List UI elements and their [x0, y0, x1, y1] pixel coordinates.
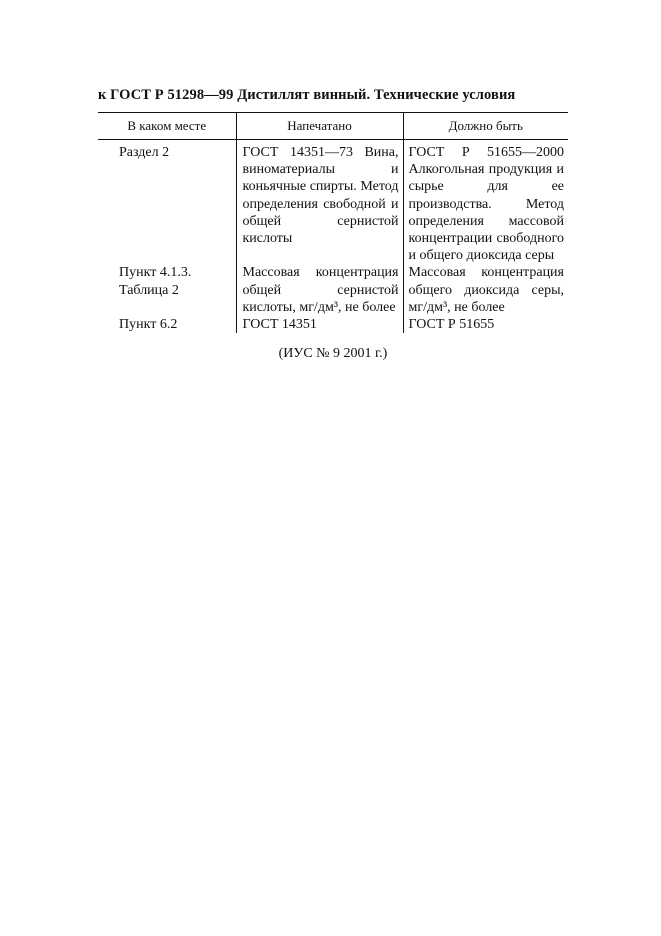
source-reference: (ИУС № 9 2001 г.)	[278, 346, 388, 361]
table-row	[98, 264, 568, 316]
table-row	[98, 140, 568, 265]
column-header-place: В каком месте	[98, 113, 236, 140]
cell-printed: ГОСТ 14351—73 Вина, виноматериалы и коньячные спирты. Метод определения свободной и общей сернистой кислоты	[236, 140, 403, 265]
cell-printed: Массовая концентрация общей сернистой кислоты, мг/дм³, не более	[236, 264, 403, 316]
cell-printed: ГОСТ 14351	[236, 316, 403, 333]
table-header-row	[98, 113, 568, 140]
column-header-should-be: Должно быть	[403, 113, 568, 140]
table-row	[98, 316, 568, 333]
cell-place: Пункт 4.1.3. Таблица 2	[119, 265, 192, 298]
erratum-table	[98, 112, 568, 333]
cell-should-be: ГОСТ Р 51655	[403, 316, 568, 333]
document-title: к ГОСТ Р 51298—99 Дистиллят винный. Технические условия	[98, 87, 516, 103]
cell-should-be: Массовая концентрация общего диоксида серы, мг/дм³, не более	[403, 264, 568, 316]
cell-should-be: ГОСТ Р 51655—2000 Алкогольная продукция и сырье для ее производства. Метод определения массовой концентрации свободного и общего диоксида серы	[403, 140, 568, 265]
column-header-printed: Напечатано	[236, 113, 403, 140]
cell-place: Раздел 2	[119, 145, 170, 160]
cell-place: Пункт 6.2	[119, 317, 178, 333]
